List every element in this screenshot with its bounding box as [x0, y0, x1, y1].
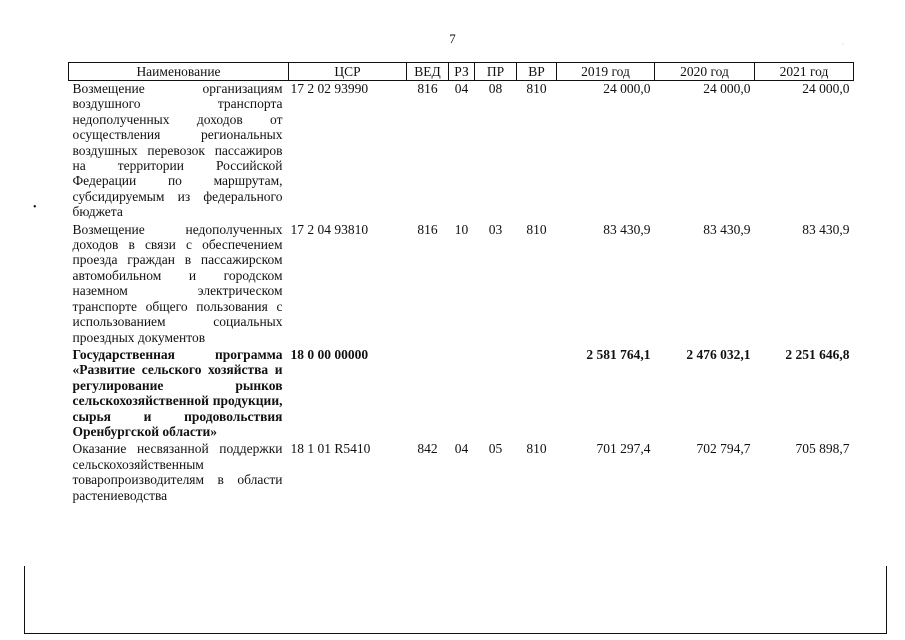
stray-mark: • [33, 202, 37, 213]
row-name: Оказание несвязанной поддержки сельскохозяйственным товаропроизводителям в области растениеводства [72, 441, 283, 503]
row-pr: 08 [488, 81, 503, 96]
header-vr: ВР [517, 63, 557, 81]
table-header-row [69, 63, 854, 81]
row-rz: 04 [454, 441, 469, 457]
row-csr: 18 0 00 00000 [290, 346, 369, 362]
row-ved: 842 [417, 441, 438, 457]
scan-edge-right [886, 566, 887, 634]
row-2020: 24 000,0 [703, 81, 751, 96]
row-2021: 83 430,9 [802, 221, 850, 237]
scan-edge-left [24, 566, 25, 634]
row-2019: 83 430,9 [603, 221, 651, 237]
row-rz [449, 347, 475, 441]
row-csr: 17 2 04 93810 [290, 221, 369, 237]
row-2019: 24 000,0 [603, 81, 651, 96]
row-vr: 810 [526, 221, 547, 237]
table-row [69, 222, 854, 347]
header-2020: 2020 год [655, 63, 755, 81]
row-pr: 03 [488, 221, 503, 237]
row-2020: 702 794,7 [696, 441, 751, 457]
row-2021: 2 251 646,8 [785, 346, 850, 362]
header-pr: ПР [475, 63, 517, 81]
scan-speck: · [842, 42, 844, 48]
scan-edge-bottom [24, 633, 887, 634]
table-row [69, 441, 854, 503]
header-2019: 2019 год [557, 63, 655, 81]
row-vr: 810 [526, 81, 547, 96]
row-rz: 04 [454, 81, 469, 96]
row-vr [517, 347, 557, 441]
table-row-program [69, 347, 854, 441]
row-csr: 18 1 01 R5410 [290, 441, 371, 457]
page-number: 7 [449, 31, 456, 46]
header-csr: ЦСР [289, 63, 407, 81]
row-2020: 2 476 032,1 [686, 346, 751, 362]
row-pr: 05 [488, 441, 503, 457]
row-2020: 83 430,9 [703, 221, 751, 237]
row-csr: 17 2 02 93990 [290, 81, 369, 96]
row-rz: 10 [454, 221, 469, 237]
header-2021: 2021 год [755, 63, 854, 81]
header-name: Наименование [69, 63, 289, 81]
budget-table [68, 62, 854, 503]
row-vr: 810 [526, 441, 547, 457]
row-2019: 2 581 764,1 [586, 346, 651, 362]
row-2019: 701 297,4 [596, 441, 651, 457]
row-pr [475, 347, 517, 441]
row-2021: 705 898,7 [795, 441, 850, 457]
row-2021: 24 000,0 [802, 81, 850, 96]
header-ved: ВЕД [407, 63, 449, 81]
row-name: Возмещение недополученных доходов в связи с обеспечением проезда граждан в пассажирском автомобильном и городском наземном электрическом транспорте общего пользования с использованием социальных проездных документов [72, 221, 283, 345]
row-ved [407, 347, 449, 441]
row-ved: 816 [417, 81, 438, 96]
row-name: Возмещение организациям воздушного транспорта недополученных доходов от осуществления региональных воздушных перевозок пассажиров на территории Российской Федерации по маршрутам, субсидируемым из федерального бюджета [72, 81, 283, 220]
row-ved: 816 [417, 221, 438, 237]
table-row [69, 81, 854, 222]
header-rz: РЗ [449, 63, 475, 81]
row-name: Государственная программа «Развитие сельского хозяйства и регулирование рынков сельскохозяйственной продукции, сырья и продовольствия Оренбургской области» [72, 346, 283, 439]
